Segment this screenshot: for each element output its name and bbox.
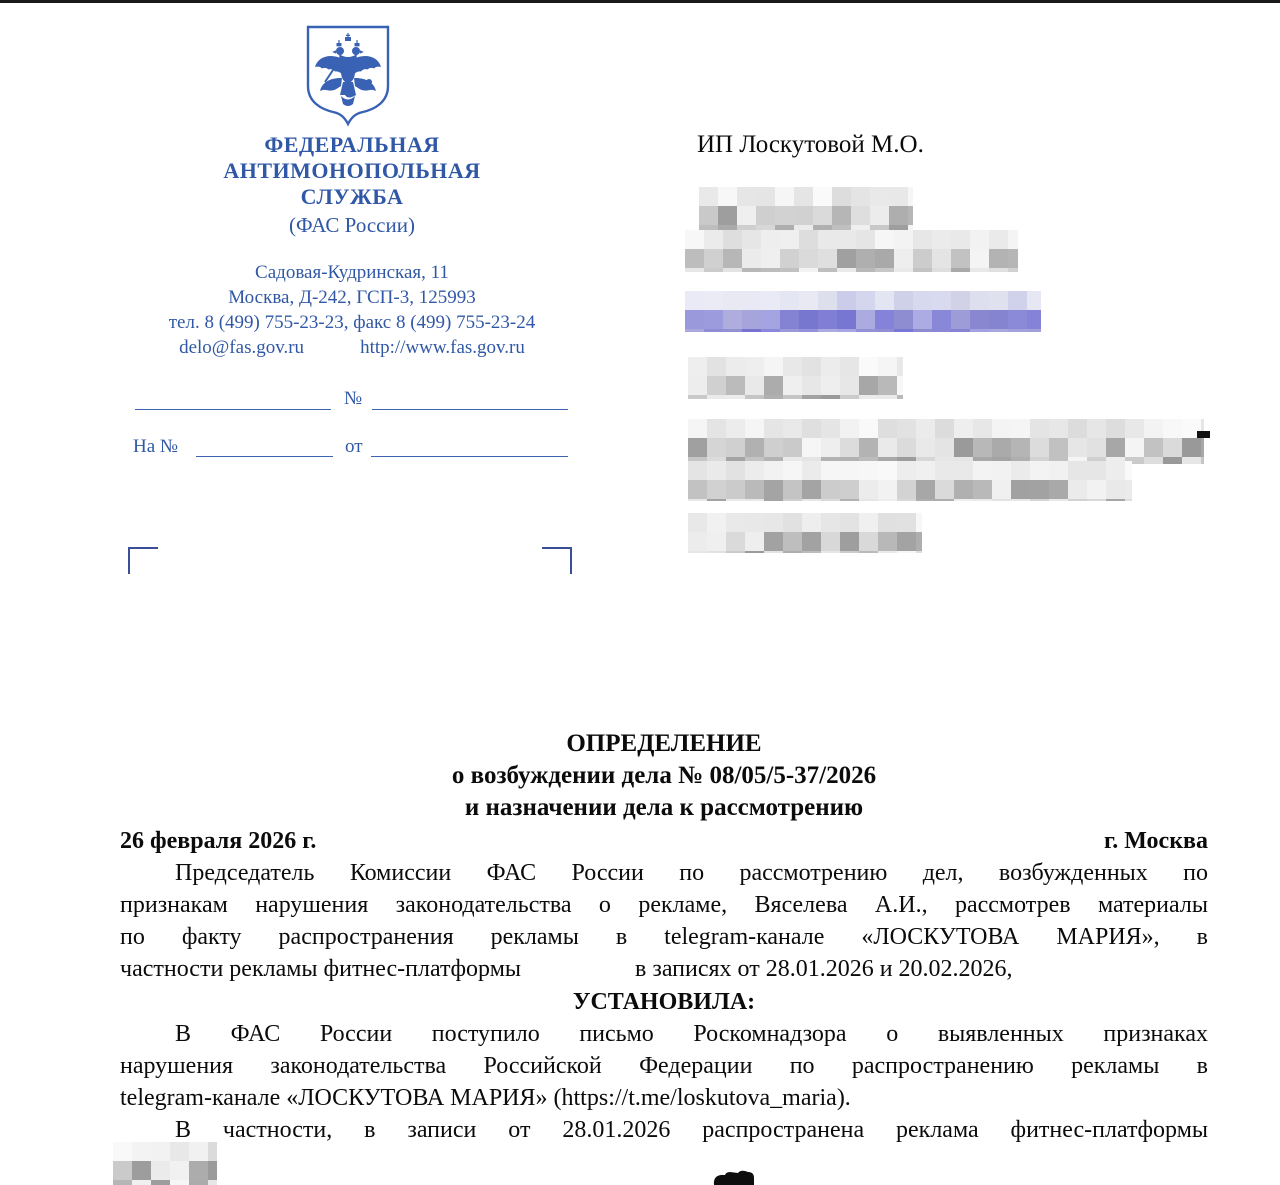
partial-embedded-image — [712, 1169, 756, 1185]
redaction-dash — [1197, 431, 1210, 438]
org-address-block — [112, 260, 592, 360]
doc-city: г. Москва — [1104, 827, 1208, 854]
redacted-word-block — [527, 954, 627, 982]
redacted-text-block — [688, 461, 1132, 501]
addressee-name: ИП Лоскутовой М.О. — [697, 131, 924, 158]
outgoing-number-blank-line — [135, 409, 331, 410]
body-line-with-redaction — [120, 953, 1208, 985]
doc-date: 26 февраля 2026 г. — [120, 827, 317, 854]
reply-date-blank-line — [371, 456, 568, 457]
address-corner-mark-right — [542, 547, 572, 574]
body-text: частности рекламы фитнес-платформы — [120, 956, 522, 983]
coat-of-arms-emblem — [303, 24, 393, 127]
outgoing-date-blank-line — [372, 409, 568, 410]
redacted-text-block — [699, 187, 913, 232]
resolution-heading: УСТАНОВИЛА: — [572, 988, 756, 1015]
redacted-link-block — [685, 291, 1041, 332]
body-line: В частности, в записи от 28.01.2026 распространена реклама фитнес-платформы — [175, 1117, 1208, 1144]
body-text: в записях от 28.01.2026 и 20.02.2026, — [635, 956, 1013, 983]
screenshot-top-border — [0, 0, 1280, 3]
number-sign-label: № — [344, 388, 363, 409]
website-text: http://www.fas.gov.ru — [360, 337, 525, 358]
redacted-text-block — [113, 1142, 217, 1185]
body-line: нарушения законодательства Российской Федерации по распространению рекламы в — [120, 1053, 1208, 1080]
contacts-row — [112, 335, 592, 360]
address-line-3: тел. 8 (499) 755-23-23, факс 8 (499) 755-23-24 — [168, 312, 536, 333]
body-line: Председатель Комиссии ФАС России по рассмотрению дел, возбужденных по — [175, 859, 1208, 886]
doc-title-line-2: о возбуждении дела № 08/05/5-37/2026 — [451, 762, 877, 790]
body-line: telegram-канале «ЛОСКУТОВА МАРИЯ» (https://t.me/loskutova_maria). — [120, 1085, 851, 1112]
org-name-line-3: СЛУЖБА — [300, 184, 404, 209]
body-line: признакам нарушения законодательства о рекламе, Вяселева А.И., рассмотрев материалы — [120, 892, 1208, 919]
redacted-text-block — [688, 419, 1204, 464]
body-line: по факту распространения рекламы в telegram-канале «ЛОСКУТОВА МАРИЯ», в — [120, 924, 1208, 951]
reply-to-number-label: На № — [133, 436, 179, 457]
address-line-1: Садовая-Кудринская, 11 — [255, 262, 449, 283]
org-name-block — [172, 132, 532, 238]
body-line: В ФАС России поступило письмо Роскомнадзора о выявленных признаках — [175, 1020, 1208, 1047]
redacted-text-block — [685, 230, 1018, 272]
redacted-text-block — [688, 357, 903, 399]
org-short-name: (ФАС России) — [289, 213, 415, 237]
address-corner-mark-left — [128, 547, 158, 574]
doc-title-line-3: и назначении дела к рассмотрению — [464, 794, 864, 822]
email-text: delo@fas.gov.ru — [179, 337, 305, 358]
document-body — [120, 728, 1208, 1147]
reply-from-label: от — [345, 436, 363, 457]
address-line-2: Москва, Д-242, ГСП-3, 125993 — [228, 287, 476, 308]
date-city-row — [120, 825, 1208, 857]
reply-number-blank-line — [196, 456, 333, 457]
redacted-text-block — [688, 513, 922, 553]
org-name-line-1: ФЕДЕРАЛЬНАЯ — [264, 132, 440, 157]
doc-title-line-1: ОПРЕДЕЛЕНИЕ — [566, 730, 762, 757]
org-name-line-2: АНТИМОНОПОЛЬНАЯ — [223, 158, 481, 183]
